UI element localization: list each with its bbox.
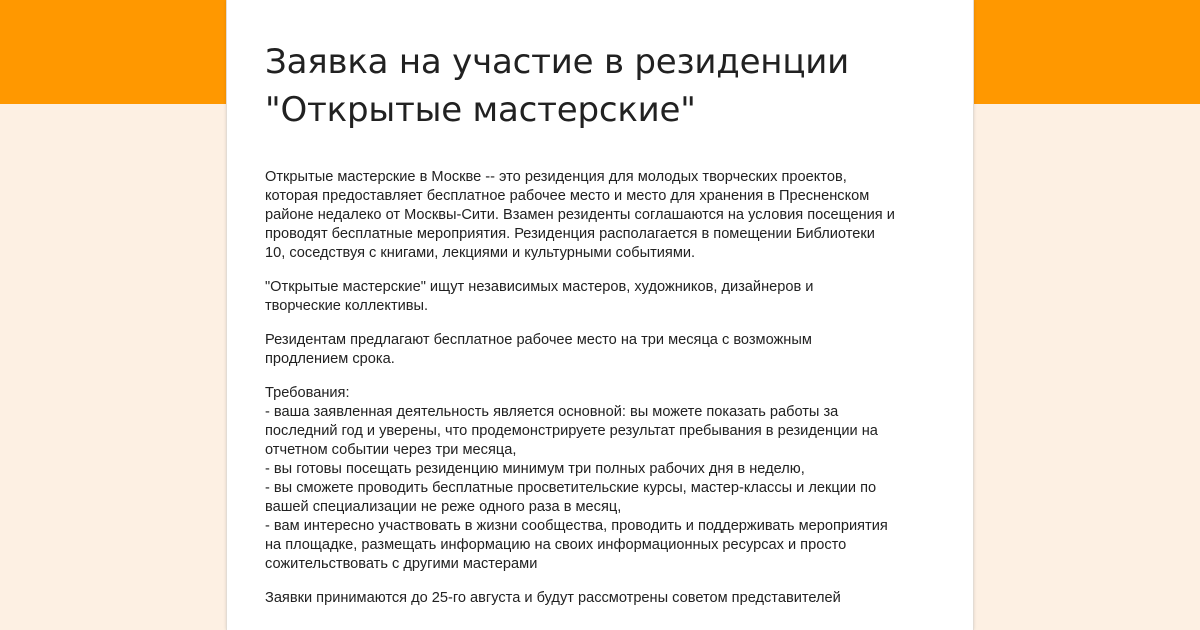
description-line: проводят бесплатные мероприятия. Резиденция располагается в помещении Библиотеки [265, 226, 875, 242]
form-title-line-1: Заявка на участие в резиденции [265, 42, 850, 82]
description-line: - вам интересно участвовать в жизни сообщества, проводить и поддерживать мероприятия [265, 518, 888, 534]
form-description [265, 168, 955, 623]
description-line: отчетном событии через три месяца, [265, 442, 517, 458]
description-paragraph [265, 384, 955, 574]
description-line: "Открытые мастерские" ищут независимых мастеров, художников, дизайнеров и [265, 279, 814, 295]
description-paragraph [265, 331, 955, 369]
description-line: - вы сможете проводить бесплатные просветительские курсы, мастер-классы и лекции по [265, 480, 877, 496]
description-line: Требования: [265, 385, 350, 401]
description-line: 10, соседствуя с книгами, лекциями и культурными событиями. [265, 245, 696, 261]
description-line: которая предоставляет бесплатное рабочее место и место для хранения в Пресненском [265, 188, 870, 204]
description-paragraph [265, 589, 955, 608]
description-line: на площадке, размещать информацию на своих информационных ресурсах и просто [265, 537, 847, 553]
description-paragraph [265, 278, 955, 316]
description-line: творческие коллективы. [265, 298, 429, 314]
description-line: последний год и уверены, что продемонстрируете результат пребывания в резиденции на [265, 423, 878, 439]
description-line: районе недалеко от Москвы-Сити. Взамен резиденты соглашаются на условия посещения и [265, 207, 895, 223]
description-line: сожительствовать с другими мастерами [265, 556, 538, 572]
description-paragraph [265, 168, 955, 263]
form-card [226, 0, 974, 630]
description-line: продлением срока. [265, 351, 395, 367]
description-line: - ваша заявленная деятельность является основной: вы можете показать работы за [265, 404, 839, 420]
description-line: - вы готовы посещать резиденцию минимум три полных рабочих дня в неделю, [265, 461, 805, 477]
description-line: Открытые мастерские в Москве -- это резиденция для молодых творческих проектов, [265, 169, 847, 185]
description-line: вашей специализации не реже одного раза в месяц, [265, 499, 622, 515]
description-line: Резидентам предлагают бесплатное рабочее место на три месяца с возможным [265, 332, 812, 348]
description-line: Заявки принимаются до 25-го августа и будут рассмотрены советом представителей [265, 590, 841, 606]
form-title [265, 38, 945, 134]
form-title-line-2: "Открытые мастерские" [265, 90, 696, 130]
